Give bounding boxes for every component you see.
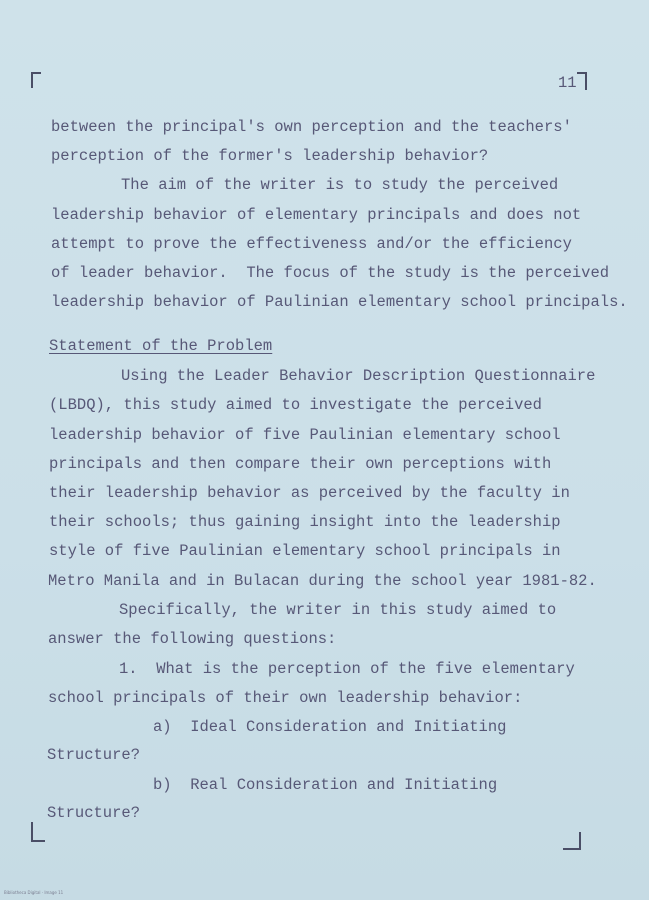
section-heading: Statement of the Problem <box>49 337 273 355</box>
crop-mark-top-left <box>31 72 41 88</box>
text-line: their schools; thus gaining insight into the leadership <box>49 513 561 531</box>
paragraph-first-line: Specifically, the writer in this study aimed to <box>119 601 557 619</box>
text-line: answer the following questions: <box>48 630 337 648</box>
scan-footer: Bibliotheca Digital · Image 11 <box>4 890 64 895</box>
sub-item: a) Ideal Consideration and Initiating <box>153 718 507 736</box>
text-line: (LBDQ), this study aimed to investigate the perceived <box>49 396 542 414</box>
text-line: attempt to prove the effectiveness and/or the efficiency <box>51 235 572 253</box>
text-line: Structure? <box>47 804 141 822</box>
question-item: 1. What is the perception of the five elementary <box>119 660 575 678</box>
text-line: style of five Paulinian elementary school principals in <box>49 542 561 560</box>
text-line: principals and then compare their own perceptions with <box>49 455 552 473</box>
text-line: perception of the former's leadership behavior? <box>51 147 489 165</box>
text-line: their leadership behavior as perceived by the faculty in <box>49 484 570 502</box>
crop-mark-bottom-left <box>31 822 45 842</box>
text-line: between the principal's own perception and the teachers' <box>51 118 572 136</box>
page-number: 11 <box>558 74 577 92</box>
text-line: leadership behavior of Paulinian elementary school principals. <box>51 293 628 311</box>
text-line: Metro Manila and in Bulacan during the school year 1981-82. <box>48 572 597 590</box>
text-line: school principals of their own leadership behavior: <box>48 689 523 707</box>
text-line: of leader behavior. The focus of the study is the perceived <box>51 264 610 282</box>
text-line: Structure? <box>47 746 141 764</box>
sub-item: b) Real Consideration and Initiating <box>153 776 498 794</box>
text-line: leadership behavior of five Paulinian elementary school <box>49 426 561 444</box>
text-line: leadership behavior of elementary principals and does not <box>51 206 582 224</box>
crop-mark-bottom-right <box>563 832 581 850</box>
paragraph-first-line: Using the Leader Behavior Description Questionnaire <box>121 367 596 385</box>
paragraph-first-line: The aim of the writer is to study the perceived <box>121 176 559 194</box>
crop-mark-top-right <box>577 72 587 90</box>
